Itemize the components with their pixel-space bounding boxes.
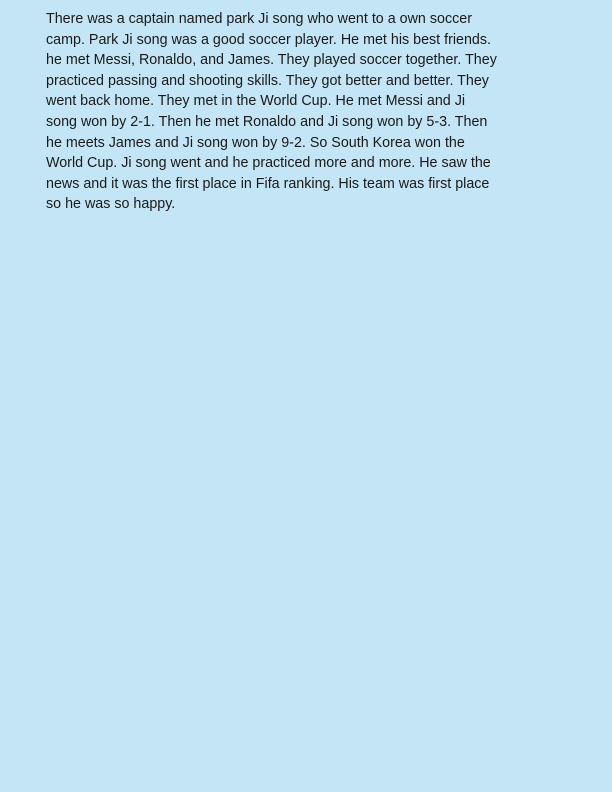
story-paragraph <box>46 9 566 215</box>
story-line: went back home. They met in the World Cup. He met Messi and Ji <box>46 93 466 110</box>
story-line: World Cup. Ji song went and he practiced more and more. He saw the <box>46 155 491 172</box>
story-line: he meets James and Ji song won by 9-2. So South Korea won the <box>46 134 465 151</box>
story-line: so he was so happy. <box>46 196 176 213</box>
story-line: news and it was the first place in Fifa ranking. His team was first place <box>46 175 490 192</box>
story-line: There was a captain named park Ji song who went to a own soccer <box>46 11 472 27</box>
story-line: he met Messi, Ronaldo, and James. They played soccer together. They <box>46 52 497 69</box>
story-line: song won by 2-1. Then he met Ronaldo and Ji song won by 5-3. Then <box>46 113 488 130</box>
story-line: camp. Park Ji song was a good soccer player. He met his best friends. <box>46 31 491 48</box>
story-line: practiced passing and shooting skills. They got better and better. They <box>46 72 489 89</box>
